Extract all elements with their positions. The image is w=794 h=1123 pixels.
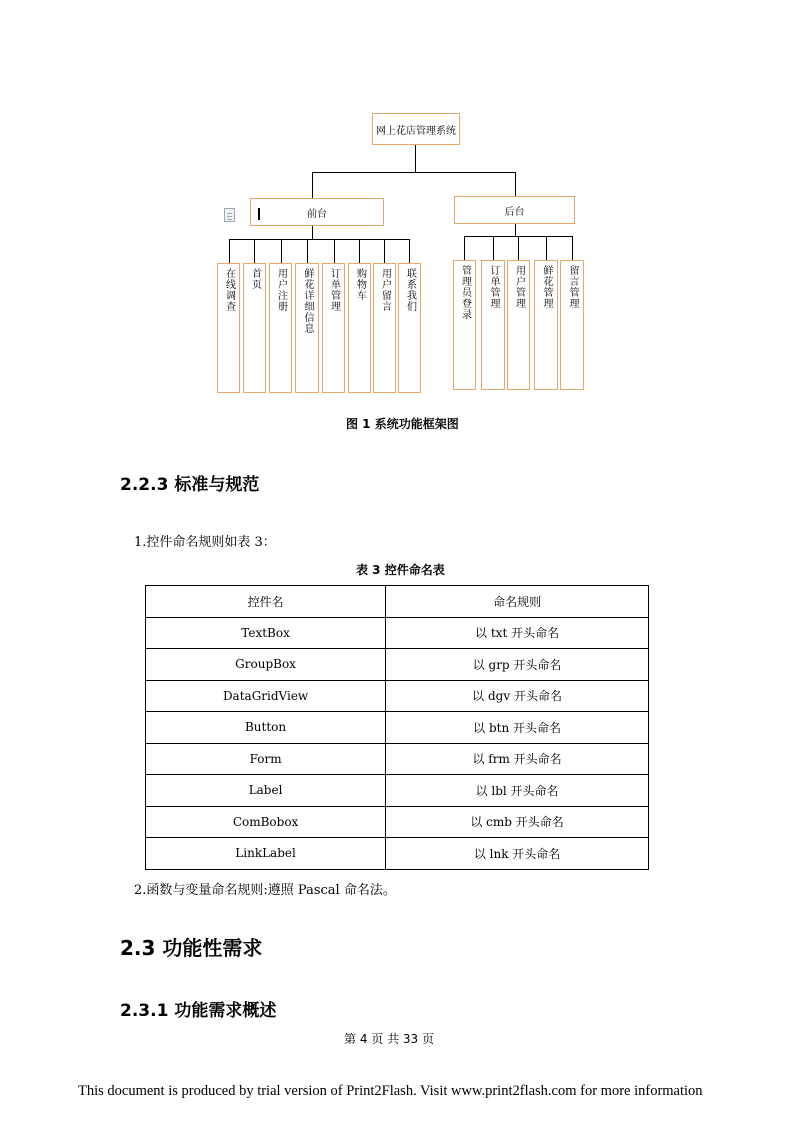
section-heading-2-2-3: 2.2.3 标准与规范 xyxy=(120,475,260,495)
intro-paragraph: 1.控件命名规则如表 3： xyxy=(134,535,276,550)
page-number: 第 4 页 共 33 页 xyxy=(344,1032,434,1046)
diagram-root-label: 网上花店管理系统 xyxy=(376,125,456,137)
diagram-front-child-8: 联系我们 xyxy=(398,263,421,393)
naming-table xyxy=(145,585,649,870)
table-cell: 以 btn 开头命名 xyxy=(386,712,649,744)
diagram-back-child-4: 鲜花管理 xyxy=(534,260,558,390)
table-row xyxy=(146,806,649,838)
table-cell: 以 lbl 开头命名 xyxy=(386,775,649,807)
table-cell: 以 frm 开头命名 xyxy=(386,743,649,775)
section-heading-2-3: 2.3 功能性需求 xyxy=(120,936,263,960)
table-row xyxy=(146,649,649,681)
diagram-front-child-7: 用户留言 xyxy=(373,263,396,393)
diagram-front-child-5: 订单管理 xyxy=(322,263,345,393)
table-header-row xyxy=(146,586,649,618)
table-cell: 以 grp 开头命名 xyxy=(386,649,649,681)
diagram-back-child-3: 用户管理 xyxy=(507,260,530,390)
diagram-caption: 图 1 系统功能框架图 xyxy=(346,417,459,431)
diagram-back-child-2: 订单管理 xyxy=(481,260,505,390)
table-cell: 以 dgv 开头命名 xyxy=(386,680,649,712)
table-cell: Label xyxy=(146,775,386,807)
diagram-front-child-4: 鲜花详细信息 xyxy=(295,263,319,393)
diagram-back-child-5: 留言管理 xyxy=(560,260,584,390)
diagram-root-box xyxy=(372,113,460,145)
table-cell: Button xyxy=(146,712,386,744)
diagram-front-label: 前台 xyxy=(307,208,327,220)
table-cell: Form xyxy=(146,743,386,775)
table-header-cell: 控件名 xyxy=(146,586,386,618)
diagram-front-child-1: 在线调查 xyxy=(217,263,240,393)
diagram-back-child-1: 管理员登录 xyxy=(453,260,476,390)
table-cell: ComBobox xyxy=(146,806,386,838)
diagram-front-child-2: 首页 xyxy=(243,263,266,393)
table-row xyxy=(146,712,649,744)
trial-watermark: This document is produced by trial version of Print2Flash. Visit www.print2flash.com for more information xyxy=(78,1083,703,1099)
table-cell: 以 txt 开头命名 xyxy=(386,617,649,649)
table-cell: DataGridView xyxy=(146,680,386,712)
table-cell: LinkLabel xyxy=(146,838,386,870)
table-header-cell: 命名规则 xyxy=(386,586,649,618)
table-row xyxy=(146,775,649,807)
table-row xyxy=(146,743,649,775)
table-caption: 表 3 控件命名表 xyxy=(356,563,445,577)
function-naming-paragraph: 2.函数与变量命名规则:遵照 Pascal 命名法。 xyxy=(134,883,396,898)
diagram-front-child-6: 购物车 xyxy=(348,263,371,393)
table-row xyxy=(146,617,649,649)
diagram-front-child-3: 用户注册 xyxy=(269,263,292,393)
table-row xyxy=(146,680,649,712)
text-cursor xyxy=(258,208,260,220)
table-cell: 以 cmb 开头命名 xyxy=(386,806,649,838)
diagram-front-box xyxy=(250,198,384,226)
diagram-back-box xyxy=(454,196,575,224)
section-heading-2-3-1: 2.3.1 功能需求概述 xyxy=(120,1001,277,1021)
table-cell: 以 lnk 开头命名 xyxy=(386,838,649,870)
table-cell: TextBox xyxy=(146,617,386,649)
document-icon xyxy=(224,208,235,222)
table-row xyxy=(146,838,649,870)
table-cell: GroupBox xyxy=(146,649,386,681)
diagram-back-label: 后台 xyxy=(504,206,525,218)
